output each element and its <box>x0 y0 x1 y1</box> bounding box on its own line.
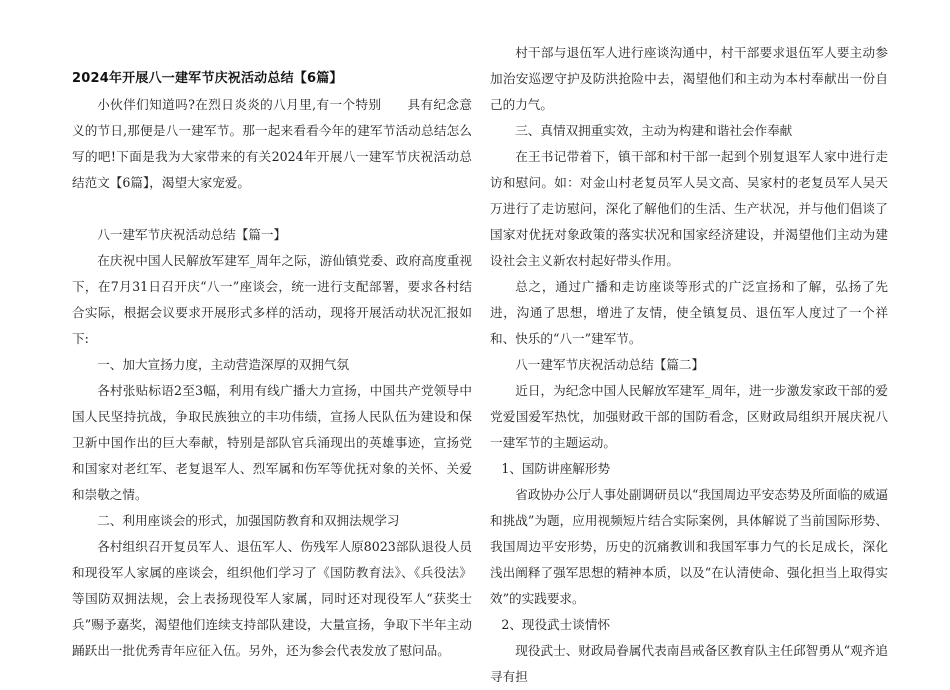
paragraph-6: 近日，为纪念中国人民解放军建军_周年，进一步激发家政干部的爱党爱国爱军热忱，加强财政干部的国防看念，区财政局组织开展庆祝八一建军节的主题运动。 <box>490 383 888 450</box>
paragraph-8: 现役武士、财政局眷属代表南昌戒备区教育队主任邱智勇从“观齐追寻有担 <box>490 643 888 684</box>
paragraph-1: 在庆祝中国人民解放军建军_周年之际，游仙镇党委、政府高度重视下，在7月31日召开庆“八一”座谈会，统一进行支配部署，要求各村结合实际，根据会议要求开展形式多样的活动，现将开展活动状况汇报如下: <box>72 253 472 346</box>
document-title: 2024年开展八一建军节庆祝活动总结【6篇】 <box>72 71 343 86</box>
paragraph-3: 各村组织召开复员军人、退伍军人、伤残军人原8023部队退役人员和现役军人家属的座谈会，组织他们学习了《国防教育法》、《兵役法》等国防双拥法规，会上表扬现役军人家属，同时还对现役军人“获奖士兵”赐予嘉奖，渴望他们连续支持部队建设，大量宣扬，争取下半年主动踊跃出一批优秀青年应征入伍。另外，还为参会代表发放了慰问品。 <box>72 539 472 658</box>
heading-1: 一、加大宣扬力度，主动营造深厚的双拥气氛 <box>97 357 350 372</box>
intro-paragraph: 小伙伴们知道吗?在烈日炎炎的八月里,有一个特别 具有纪念意义的节日,那便是八一建军节。那一起来看看今年的建军节活动总结怎么写的吧!下面是我为大家带来的有关2024年开展八一建军节庆祝活动总结范文【6篇】，渴望大家宠爱。 <box>72 97 472 190</box>
heading-2: 二、利用座谈会的形式，加强国防教育和双拥法规学习 <box>97 513 400 528</box>
paragraph-4: 在王书记带着下，镇干部和村干部一起到个别复退军人家中进行走访和慰问。如：对金山村老复员军人吴文高、吴家村的老复员军人吴天万进行了走访慰问，深化了解他们的生活、生产状况，并与他们倡谈了国家对优抚对象政策的落实状况和国家经济建设，并渴望他们主动为建设社会主义新农村起好带头作用。 <box>490 149 888 268</box>
paragraph-continued: 村干部与退伍军人进行座谈沟通中，村干部要求退伍军人要主动参加治安巡逻守护及防洪抢险中去，渴望他们和主动为本村奉献出一份自己的力气。 <box>490 45 888 112</box>
right-column <box>490 40 888 690</box>
subheading-1: 1、国防讲座解形势 <box>501 461 611 476</box>
heading-3: 三、真情双拥重实效，主动为构建和谐社会作奉献 <box>515 123 793 138</box>
left-column <box>72 66 472 664</box>
spacer <box>72 196 472 222</box>
section-title-2: 八一建军节庆祝活动总结【篇二】 <box>515 357 705 372</box>
paragraph-2: 各村张贴标语2至3幅，利用有线广播大力宣扬，中国共产党领导中国人民坚持抗战，争取民族独立的丰功伟绩，宣扬人民队伍为建设和保卫新中国作出的巨大奉献，特别是部队官兵涌现出的英雄事迹，宣扬党和国家对老红军、老复退军人、烈军属和伤军等优抚对象的关怀、关爱和崇敬之情。 <box>72 383 472 502</box>
subheading-2: 2、现役武士谈情怀 <box>501 617 611 632</box>
paragraph-7: 省政协办公厅人事处副调研员以“我国周边平安态势及所面临的威逼和挑战”为题，应用视频短片结合实际案例，具体解说了当前国际形势、我国周边平安形势，历史的沉痛教训和我国军事力气的长足成长，深化浅出阐释了强军思想的精神本质，以及“在认清使命、强化担当上取得实效”的实践要求。 <box>490 487 888 606</box>
section-title-1: 八一建军节庆祝活动总结【篇一】 <box>97 227 287 242</box>
paragraph-5: 总之，通过广播和走访座谈等形式的广泛宣扬和了解，弘扬了先进，沟通了思想，增进了友情，使全镇复员、退伍军人度过了一个祥和、快乐的“八一”建军节。 <box>490 279 888 346</box>
